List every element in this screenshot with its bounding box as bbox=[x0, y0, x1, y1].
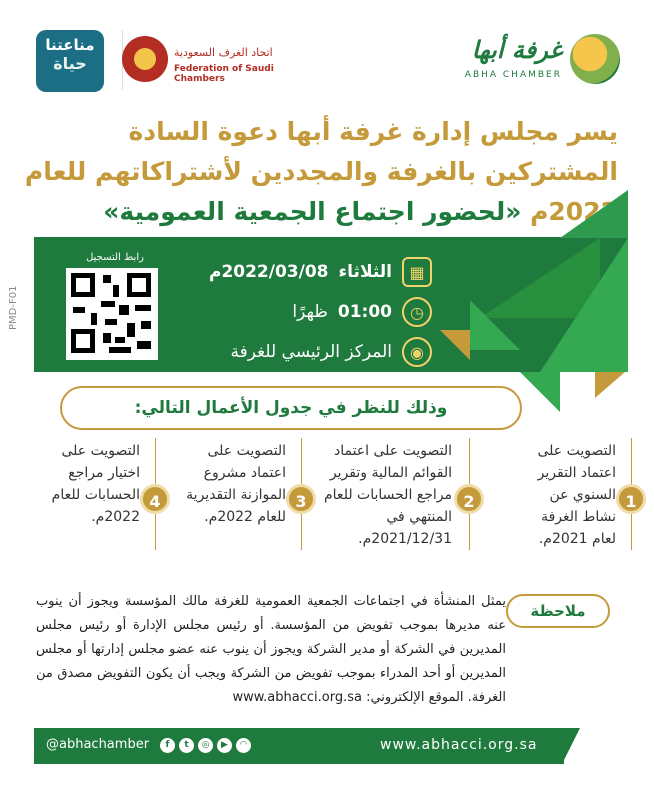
abha-logo-arabic: غرفة أبها bbox=[471, 36, 562, 64]
agenda-text: التصويت على اعتماد القوائم المالية وتقرير مراجع الحسابات للعام المنتهي في 2021/12/31م. bbox=[324, 443, 452, 547]
registration-label: رابط التسجيل bbox=[86, 252, 144, 263]
event-date: 2022/03/08م bbox=[208, 262, 329, 282]
title-highlight: «لحضور اجتماع الجمعية العمومية» bbox=[103, 197, 522, 226]
agenda-number: 3 bbox=[286, 484, 316, 514]
footer-decor bbox=[562, 728, 580, 764]
federation-logo-english: Federation of Saudi Chambers bbox=[174, 64, 274, 84]
mana-line1: مناعتنا bbox=[45, 36, 95, 54]
social-handle[interactable]: @abhachamber bbox=[46, 737, 150, 752]
agenda-item bbox=[168, 436, 308, 554]
event-place-row bbox=[231, 337, 433, 367]
social-icons bbox=[160, 738, 251, 753]
clock-icon: ◷ bbox=[402, 297, 432, 327]
agenda-item bbox=[498, 436, 638, 554]
footer-website-link[interactable]: www.abhacci.org.sa bbox=[380, 737, 538, 753]
decor-triangle bbox=[560, 190, 628, 238]
decor-triangle bbox=[520, 372, 560, 412]
agenda-heading: وذلك للنظر في جدول الأعمال التالي: bbox=[60, 386, 522, 430]
event-place: المركز الرئيسي للغرفة bbox=[230, 342, 392, 362]
invitation-title bbox=[18, 112, 618, 232]
agenda-number: 4 bbox=[140, 484, 170, 514]
title-year: 2022م bbox=[530, 197, 618, 226]
agenda-item bbox=[324, 436, 476, 554]
title-line3 bbox=[18, 192, 618, 232]
event-date-row bbox=[209, 257, 432, 287]
note-label: ملاحظة bbox=[506, 594, 610, 628]
title-line1: يسر مجلس إدارة غرفة أبها دعوة السادة bbox=[128, 117, 618, 146]
youtube-icon[interactable]: ▶ bbox=[217, 738, 232, 753]
agenda-number: 1 bbox=[616, 484, 646, 514]
agenda-text: التصويت على اختيار مراجع الحسابات للعام 2022م. bbox=[51, 443, 140, 525]
abha-logo-english: ABHA CHAMBER bbox=[464, 70, 562, 80]
snapchat-icon[interactable]: ◠ bbox=[236, 738, 251, 753]
mana-campaign-logo bbox=[36, 30, 104, 92]
facebook-icon[interactable]: f bbox=[160, 738, 175, 753]
calendar-icon: ▦ bbox=[402, 257, 432, 287]
decor-triangle bbox=[540, 238, 628, 372]
event-time-suffix: ظهرًا bbox=[292, 302, 328, 322]
location-pin-icon: ◉ bbox=[402, 337, 432, 367]
event-time-row bbox=[292, 297, 432, 327]
twitter-icon[interactable]: t bbox=[179, 738, 194, 753]
event-time: 01:00 bbox=[337, 302, 392, 322]
abha-emblem-icon bbox=[570, 34, 620, 84]
abha-chamber-logo bbox=[440, 30, 620, 90]
decor-triangle bbox=[470, 300, 520, 350]
note-text: يمثل المنشأة في اجتماعات الجمعية العمومية للغرفة مالك المؤسسة ويجوز أن ينوب عنه مديرها بموجب تفويض من المؤسسة. أو رئيس مجلس الإدارة أو رئيس مجلس المديرين في الشركة أو مدير الشركة ويجوز أن ينوب عنه عضو مجلس إدارتها أو مجلس المديرين أو أحد المدراء بموجب تفويض من الشركة ويجب أن يكون التفويض مصدق من الغرفة. الموقع الإلكتروني: www.abhacci.org.sa bbox=[36, 594, 506, 705]
agenda-number: 2 bbox=[454, 484, 484, 514]
agenda-item bbox=[22, 436, 162, 554]
federation-logo bbox=[122, 34, 292, 88]
event-day: الثلاثاء bbox=[338, 262, 392, 282]
federation-logo-arabic: اتحاد الغرف السعودية bbox=[174, 46, 273, 59]
instagram-icon[interactable]: ◎ bbox=[198, 738, 213, 753]
agenda-text: التصويت على اعتماد التقرير السنوي عن نشاط الغرفة لعام 2021م. bbox=[537, 443, 616, 547]
registration-qr-code[interactable] bbox=[66, 268, 158, 360]
decor-triangle bbox=[440, 330, 470, 360]
federation-emblem-icon bbox=[122, 36, 168, 82]
document-code: PMD-F01 bbox=[8, 285, 19, 330]
decor-triangle bbox=[595, 372, 625, 398]
mana-line2: حياة bbox=[53, 54, 87, 73]
agenda-text: التصويت على اعتماد مشروع الموازنة التقديرية للعام 2022م. bbox=[186, 443, 286, 525]
title-line2: المشتركين بالغرفة والمجددين لأشتراكاتهم للعام bbox=[24, 157, 618, 186]
